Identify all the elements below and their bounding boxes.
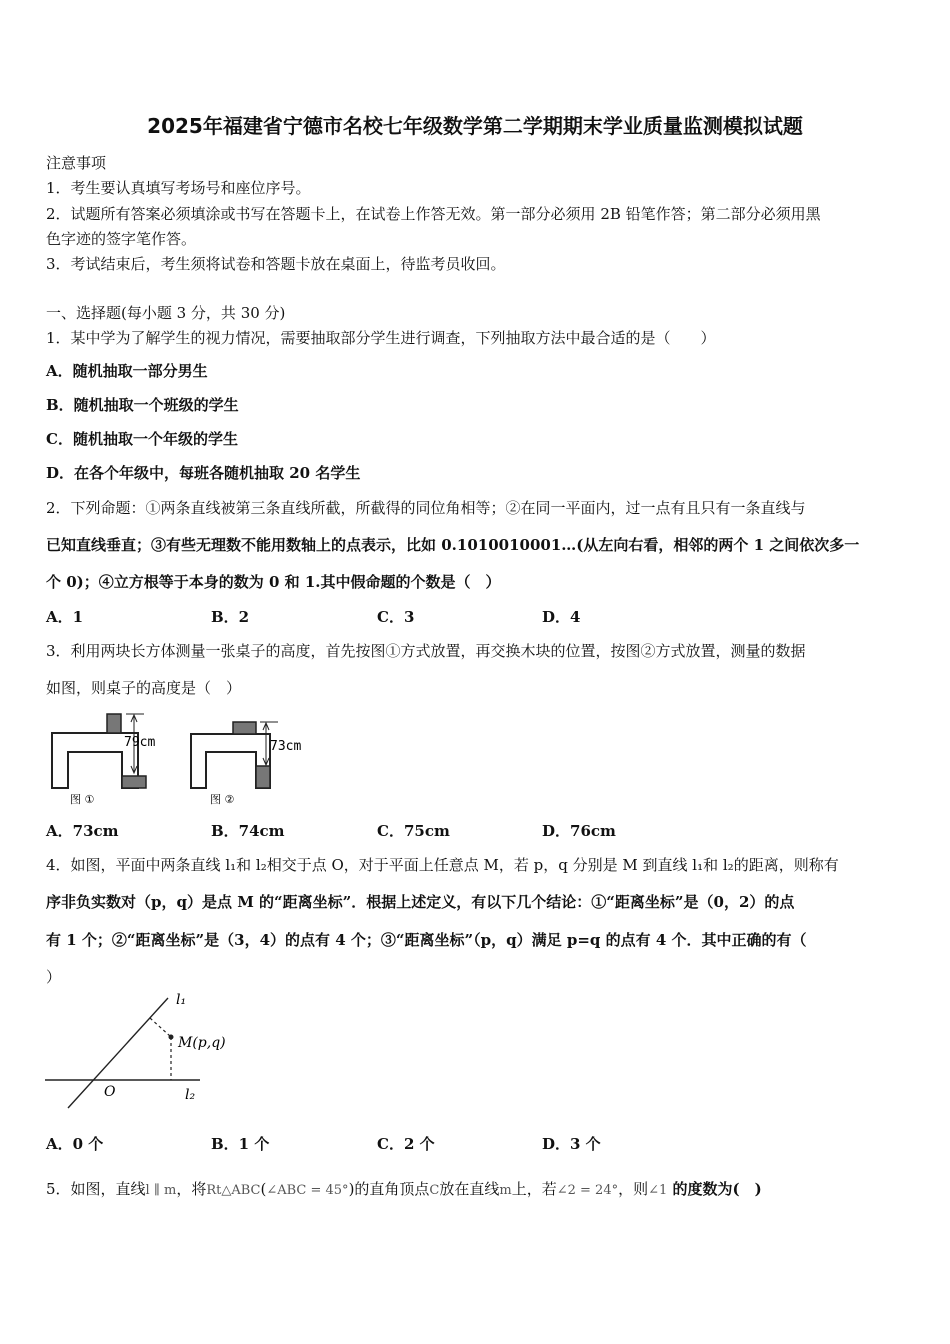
- q5-math: ∠2 = 24°: [556, 1183, 619, 1198]
- fig-l1-label: l₁: [176, 992, 187, 1008]
- q1-option-c: C．随机抽取一个年级的学生: [46, 430, 238, 448]
- q1-option-d: D．在各个年级中，每班各随机抽取 20 名学生: [46, 464, 361, 482]
- q5-math: ∠1: [648, 1183, 668, 1198]
- q4-line: 有 1 个；②“距离坐标”是（3，4）的点有 4 个；③“距离坐标”（p，q）满足 p=q 的点有 4 个．其中正确的有（: [46, 931, 807, 949]
- q3-option-b: B．74cm: [211, 822, 285, 840]
- q5-text: (: [260, 1180, 267, 1198]
- q3-option-d: D．76cm: [542, 822, 616, 840]
- q4-option-a: A．0 个: [46, 1135, 104, 1153]
- fig1-measure: 79cm: [124, 735, 156, 750]
- q4-line: 4．如图，平面中两条直线 l₁和 l₂相交于点 O，对于平面上任意点 M，若 p，q 分别是 M 到直线 l₁和 l₂的距离，则称有: [46, 856, 839, 874]
- q5-stem: [46, 1178, 762, 1199]
- q2-option-c: C．3: [377, 608, 415, 626]
- q1-option-b: B．随机抽取一个班级的学生: [46, 396, 239, 414]
- fig2-measure: 73cm: [270, 739, 302, 754]
- q2-line: 2．下列命题：①两条直线被第三条直线所截，所截得的同位角相等；②在同一平面内，过一点有且只有一条直线与: [46, 499, 806, 517]
- q5-text: ，将: [176, 1180, 207, 1198]
- notice-heading: 注意事项: [46, 154, 107, 172]
- q1-stem: 1．某中学为了解学生的视力情况，需要抽取部分学生进行调查，下列抽取方法中最合适的是（ ）: [46, 329, 716, 347]
- q2-line: 个 0)；④立方根等于本身的数为 0 和 1.其中假命题的个数是（ ）: [46, 573, 501, 591]
- q2-option-d: D．4: [542, 608, 581, 626]
- q5-math: m: [499, 1183, 512, 1198]
- notice-item: 3．考试结束后，考生须将试卷和答题卡放在桌面上，待监考员收回。: [46, 255, 506, 273]
- q5-math: C: [429, 1183, 440, 1198]
- q3-line: 如图，则桌子的高度是（ ）: [46, 679, 242, 697]
- q5-text: )的直角顶点: [348, 1180, 430, 1198]
- q2-line: 已知直线垂直；③有些无理数不能用数轴上的点表示，比如 0.1010010001…(从左向右看，相邻的两个 1 之间依次多一: [46, 536, 860, 554]
- q3-option-c: C．75cm: [377, 822, 450, 840]
- q5-text: 5．如图，直线: [46, 1180, 146, 1198]
- fig2-label: 图 ②: [210, 793, 235, 806]
- fig-l2-label: l₂: [185, 1087, 196, 1103]
- q2-option-b: B．2: [211, 608, 250, 626]
- q5-text: 上，若: [511, 1180, 557, 1198]
- q3-table-figure: [46, 708, 326, 808]
- fig1-label: 图 ①: [70, 793, 95, 806]
- fig-m-label: M(p,q): [178, 1035, 226, 1051]
- q5-text: 放在直线: [439, 1180, 500, 1198]
- notice-item: 2．试题所有答案必须填涂或书写在答题卡上，在试卷上作答无效。第一部分必须用 2B 铅笔作答；第二部分必须用黑: [46, 205, 821, 223]
- q5-math: Rt△ABC: [206, 1183, 261, 1198]
- q4-option-c: C．2 个: [377, 1135, 435, 1153]
- q3-option-a: A．73cm: [46, 822, 119, 840]
- q1-option-a: A．随机抽取一部分男生: [46, 362, 208, 380]
- fig-o-label: O: [104, 1084, 116, 1100]
- q5-math: ∠ABC = 45°: [266, 1183, 349, 1198]
- q5-text: 的度数为( ): [667, 1180, 762, 1198]
- q4-distance-figure: [40, 990, 250, 1115]
- q4-line: 序非负实数对（p，q）是点 M 的“距离坐标”．根据上述定义，有以下几个结论：①“距离坐标”是（0，2）的点: [46, 893, 795, 911]
- q5-math: l ∥ m: [145, 1183, 177, 1198]
- q5-text: ，则: [618, 1180, 649, 1198]
- notice-item: 色字迹的签字笔作答。: [46, 230, 197, 248]
- q4-option-b: B．1 个: [211, 1135, 270, 1153]
- q4-option-d: D．3 个: [542, 1135, 601, 1153]
- q3-line: 3．利用两块长方体测量一张桌子的高度，首先按图①方式放置，再交换木块的位置，按图②方式放置，测量的数据: [46, 642, 806, 660]
- q2-option-a: A．1: [46, 608, 84, 626]
- section-heading: 一、选择题(每小题 3 分，共 30 分): [46, 304, 286, 322]
- notice-item: 1．考生要认真填写考场号和座位序号。: [46, 179, 311, 197]
- q4-line: ）: [46, 968, 62, 986]
- page-title: 2025年福建省宁德市名校七年级数学第二学期期末学业质量监测模拟试题: [147, 114, 803, 138]
